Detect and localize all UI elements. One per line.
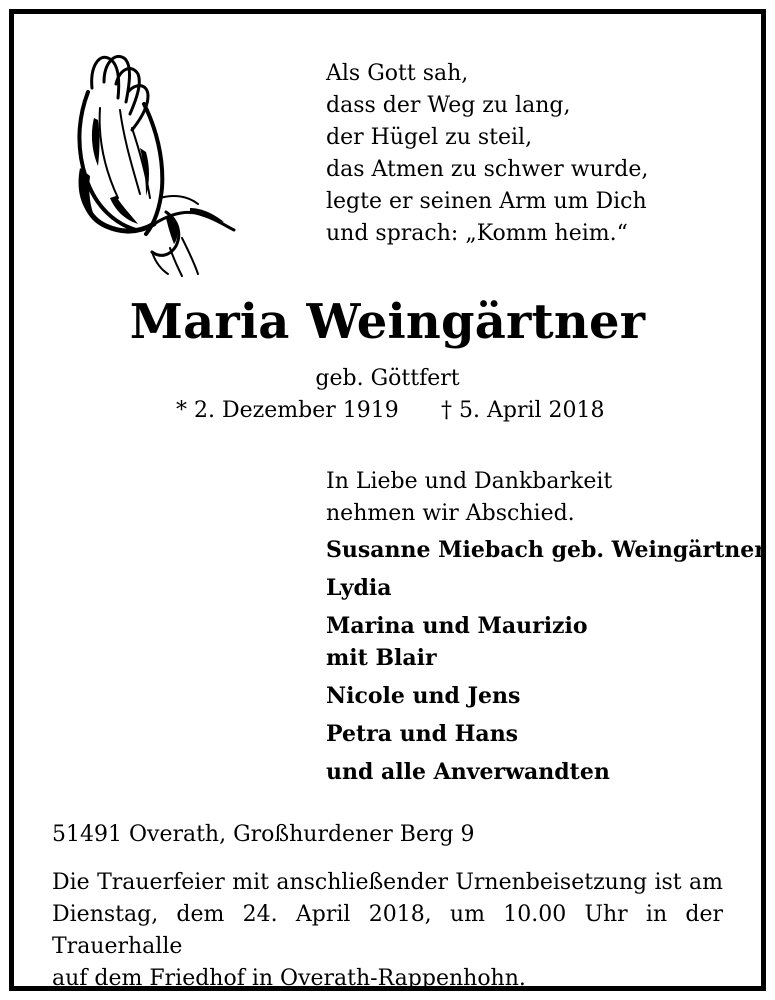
- farewell-line: nehmen wir Abschied.: [326, 501, 575, 526]
- obituary-notice: [9, 9, 766, 991]
- maiden-name: geb. Göttfert: [315, 366, 460, 391]
- family-line: und alle Anverwandten: [326, 759, 610, 785]
- farewell-line: In Liebe und Dankbarkeit: [326, 469, 613, 494]
- notice-line: Dienstag, dem 24. April 2018, um 10.00 Uhr in der Trauerhalle: [52, 902, 723, 959]
- mourning-address: 51491 Overath, Großhurdener Berg 9: [52, 822, 475, 847]
- poem-line: legte er seinen Arm um Dich: [326, 189, 647, 214]
- family-entry: [326, 534, 766, 566]
- farewell-text: [326, 466, 612, 530]
- family-line: Petra und Hans: [326, 721, 519, 747]
- family-entry: [326, 718, 766, 750]
- notice-line: Die Trauerfeier mit anschließender Urnenbeisetzung ist am: [52, 870, 723, 895]
- family-entry: [326, 610, 766, 674]
- family-line: Lydia: [326, 575, 392, 601]
- funeral-notice: [52, 867, 723, 995]
- poem-line: und sprach: „Komm heim.“: [326, 221, 628, 246]
- family-entry: [326, 572, 766, 604]
- family-entry: [326, 680, 766, 712]
- poem: [326, 58, 648, 250]
- notice-line: auf dem Friedhof in Overath-Rappenhohn.: [52, 966, 526, 991]
- poem-line: das Atmen zu schwer wurde,: [326, 157, 649, 182]
- family-entry: [326, 756, 766, 788]
- poem-line: Als Gott sah,: [326, 61, 469, 86]
- family-line: Marina und Maurizio: [326, 613, 588, 639]
- family-line: Nicole und Jens: [326, 683, 521, 709]
- praying-hands-icon: [70, 48, 240, 278]
- poem-line: der Hügel zu steil,: [326, 125, 533, 150]
- death-date: † 5. April 2018: [441, 398, 605, 423]
- deceased-name: Maria Weingärtner: [129, 294, 646, 350]
- family-line: mit Blair: [326, 645, 437, 671]
- birth-date: * 2. Dezember 1919: [176, 398, 399, 423]
- family-list: [326, 534, 766, 794]
- poem-line: dass der Weg zu lang,: [326, 93, 571, 118]
- family-line: Susanne Miebach geb. Weingärtner: [326, 537, 766, 563]
